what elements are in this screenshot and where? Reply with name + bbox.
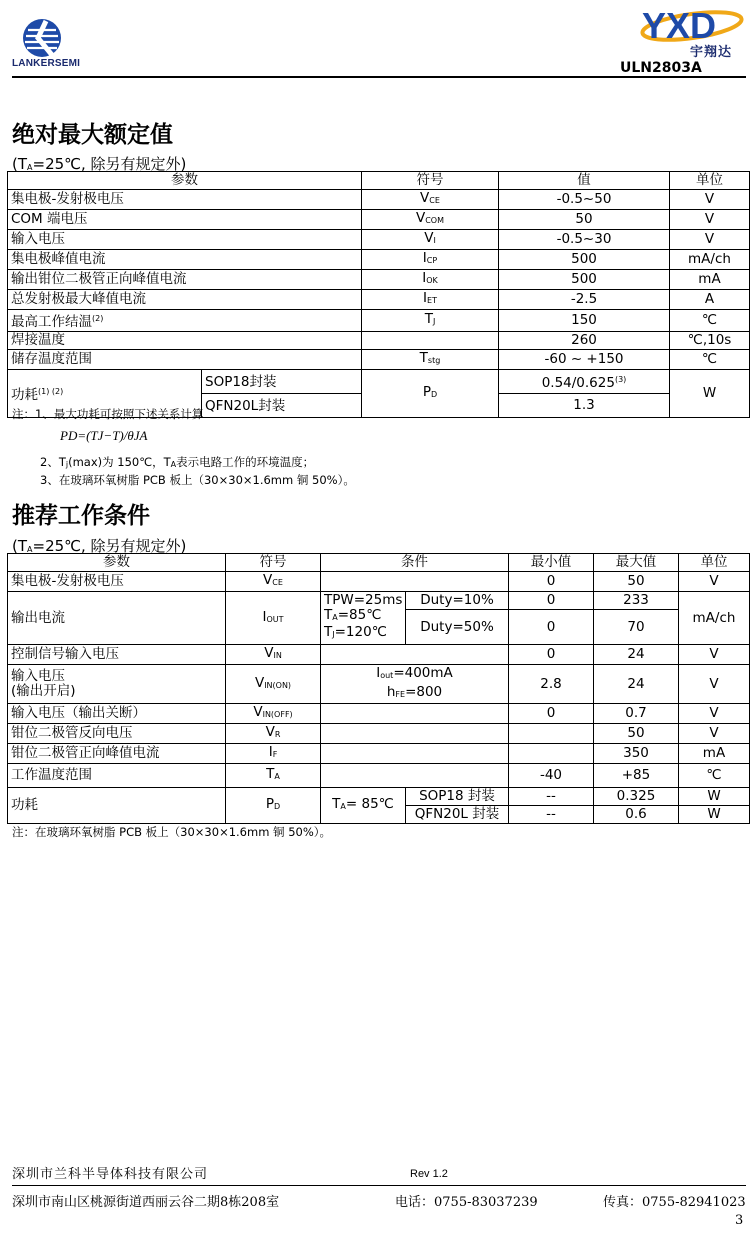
header-unit: 单位 xyxy=(679,554,750,572)
recommended-title: 推荐工作条件 xyxy=(12,503,150,529)
recommended-table xyxy=(7,553,750,824)
table-row-power: 功耗$^{(1) (2)}$ SOP18封装 $P_D$ 0.54/0.625$^{(3)}$ W xyxy=(8,370,750,394)
abs-max-note-1: 注：1、最大功耗可按照下述关系计算 xyxy=(12,407,204,421)
table-row: 钳位二极管反向电压 $V_R$ 50 V xyxy=(8,724,750,744)
header-symbol: 符号 xyxy=(226,554,321,572)
table-row: 集电极-发射极电压 $V_{CE}$ -0.5~50 V xyxy=(8,190,750,210)
abs-max-table xyxy=(7,171,750,418)
table-row: 最高工作结温$^{(2)}$ $T_J$ 150 ℃ xyxy=(8,310,750,332)
footer-company: 深圳市兰科半导体科技有限公司 xyxy=(12,1167,209,1182)
table-row: 焊接温度 260 ℃,10s xyxy=(8,332,750,350)
table-row-pd-2: QFN20L 封装 -- 0.6 W xyxy=(8,806,750,824)
header-value: 值 xyxy=(499,172,670,190)
table-row-power-2: QFN20L封装 1.3 xyxy=(8,394,750,418)
recommended-note: 注：在玻璃环氧树脂 PCB 板上（30×30×1.6mm 铜 50%）。 xyxy=(12,825,332,839)
table-row: 控制信号输入电压 $V_{IN}$ 0 24 V xyxy=(8,645,750,665)
table-row: 输入电压 (输出开启) $V_{IN(ON)}$ $I_{out}=400mA$ $h_{FE}=800$ 2.8 24 V xyxy=(8,665,750,704)
table-row: 储存温度范围 $T_{stg}$ -60 ~ +150 ℃ xyxy=(8,350,750,370)
header-divider xyxy=(12,76,746,78)
table-row: 输入电压（输出关断） $V_{IN(OFF)}$ 0 0.7 V xyxy=(8,704,750,724)
right-logo-text: YXD xyxy=(642,5,717,46)
abs-max-note-3: 3、在玻璃环氧树脂 PCB 板上（30×30×1.6mm 铜 50%）。 xyxy=(40,473,355,487)
header-symbol: 符号 xyxy=(362,172,499,190)
table-row: COM 端电压 $V_{COM}$ 50 V xyxy=(8,210,750,230)
footer-address: 深圳市南山区桃源街道西丽云谷二期8栋208室 xyxy=(12,1195,280,1210)
table-row: 总发射极最大峰值电流 $I_{ET}$ -2.5 A xyxy=(8,290,750,310)
table-row: 集电极-发射极电压 $V_{CE}$ 0 50 V xyxy=(8,572,750,592)
table-row: 工作温度范围 $T_A$ -40 +85 ℃ xyxy=(8,764,750,788)
right-logo-subtitle: 宇翔达 xyxy=(690,44,733,59)
footer-phone: 电话：0755-83037239 xyxy=(395,1195,538,1210)
footer-fax: 传真：0755-82941023 xyxy=(603,1195,746,1210)
abs-max-note-2: 2、$T_j(\max)$为 150℃，$T_A$表示电路工作的环境温度； xyxy=(40,455,315,469)
table-row-pd: 功耗 $P_D$ $T_A=$ 85℃ SOP18 封装 -- 0.325 W xyxy=(8,788,750,806)
table-row: 输出钳位二极管正向峰值电流 $I_{OK}$ 500 mA xyxy=(8,270,750,290)
abs-max-condition: ($T_A=25℃$, 除另有规定外) xyxy=(12,155,187,173)
part-number: ULN2803A xyxy=(620,60,702,76)
table-row: 钳位二极管正向峰值电流 $I_F$ 350 mA xyxy=(8,744,750,764)
header-min: 最小值 xyxy=(509,554,594,572)
header-condition: 条件 xyxy=(321,554,509,572)
header-unit: 单位 xyxy=(670,172,750,190)
table-row-iout-2: Duty=50% 0 70 xyxy=(8,610,750,645)
table-header-row xyxy=(8,554,750,572)
header-max: 最大值 xyxy=(594,554,679,572)
header-param: 参数 xyxy=(8,554,226,572)
footer-revision: Rev 1.2 xyxy=(410,1168,448,1180)
table-row: 输入电压 $V_I$ -0.5~30 V xyxy=(8,230,750,250)
table-row: 集电极峰值电流 $I_{CP}$ 500 mA/ch xyxy=(8,250,750,270)
power-formula: PD=(TJ−T)/θJA xyxy=(60,428,148,443)
header-param: 参数 xyxy=(8,172,362,190)
page-number: 3 xyxy=(735,1213,744,1228)
abs-max-title: 绝对最大额定值 xyxy=(12,122,173,148)
table-row-iout: 输出电流 $I_{OUT}$ TPW=25ms $T_A=85℃$ $T_J=120℃$ Duty=10% 0 233 mA/ch xyxy=(8,592,750,610)
table-header-row xyxy=(8,172,750,190)
footer-divider xyxy=(12,1185,746,1186)
recommended-condition: ($T_A=25℃$, 除另有规定外) xyxy=(12,537,187,555)
left-logo-text: LANKERSEMI xyxy=(12,58,81,69)
